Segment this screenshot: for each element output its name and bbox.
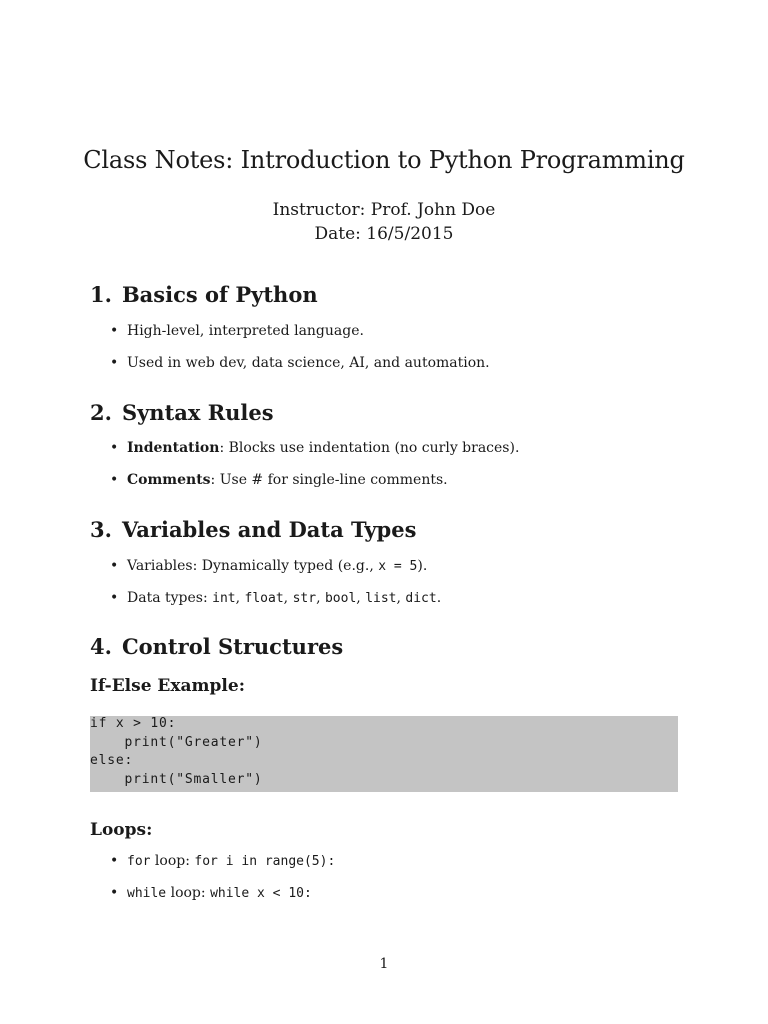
bullet-icon: •	[110, 323, 119, 339]
section-heading-syntax	[90, 400, 274, 425]
inline-code: while x < 10:	[210, 886, 312, 901]
code-line: print("Smaller")	[90, 772, 263, 787]
section-number: 3.	[90, 517, 112, 542]
bullet-text: Variables: Dynamically typed (e.g.,	[127, 558, 379, 574]
instructor-line: Instructor: Prof. John Doe	[272, 200, 496, 220]
bullet-text: Data types:	[127, 590, 213, 606]
bullet-icon: •	[110, 590, 119, 606]
inline-code-keyword: for	[127, 854, 151, 869]
list-item	[110, 472, 448, 488]
list-item	[110, 558, 427, 574]
bullet-text: .	[436, 590, 442, 606]
section-number: 4.	[90, 634, 112, 659]
bullet-text: loop:	[150, 853, 195, 869]
list-item	[110, 355, 490, 371]
bullet-text: Used in web dev, data science, AI, and automation.	[127, 355, 490, 371]
section-heading-basics	[90, 282, 318, 307]
list-item	[110, 590, 441, 606]
inline-code-type: bool	[324, 591, 357, 606]
bullet-text: High-level, interpreted language.	[127, 323, 364, 339]
section-title: Syntax Rules	[121, 400, 274, 425]
bullet-icon: •	[110, 885, 119, 901]
inline-code: for i in range(5):	[194, 854, 336, 869]
bullet-term: Comments	[127, 472, 211, 488]
inline-code-type: str	[292, 591, 317, 606]
inline-code-type: dict	[405, 591, 437, 606]
page-number: 1	[379, 956, 389, 972]
bullet-icon: •	[110, 355, 119, 371]
code-line: else:	[90, 753, 134, 768]
document-title: Class Notes: Introduction to Python Programming	[83, 146, 685, 174]
separator: ,	[356, 590, 366, 606]
code-line: print("Greater")	[90, 735, 263, 750]
section-heading-control	[90, 634, 343, 659]
bullet-text: loop:	[166, 885, 211, 901]
code-block	[90, 716, 678, 792]
date-line: Date: 16/5/2015	[314, 224, 454, 244]
code-line: if x > 10:	[90, 716, 177, 731]
list-item	[110, 885, 312, 901]
subsection-heading-if-else: If-Else Example:	[90, 676, 245, 696]
bullet-text: : Blocks use indentation (no curly braces).	[219, 440, 520, 456]
bullet-text: ).	[417, 558, 428, 574]
bullet-icon: •	[110, 853, 119, 869]
inline-code-type: float	[244, 591, 284, 606]
section-heading-variables	[90, 517, 416, 542]
section-title: Control Structures	[121, 634, 344, 659]
bullet-icon: •	[110, 472, 119, 488]
list-item	[110, 853, 335, 869]
separator: ,	[283, 590, 293, 606]
section-number: 1.	[90, 282, 112, 307]
subsection-heading-loops: Loops:	[90, 820, 153, 840]
bullet-icon: •	[110, 558, 119, 574]
separator: ,	[396, 590, 406, 606]
inline-code-type: list	[365, 591, 397, 606]
bullet-icon: •	[110, 440, 119, 456]
inline-code-type: int	[212, 591, 236, 606]
bullet-text: : Use # for single-line comments.	[210, 472, 448, 488]
section-title: Basics of Python	[121, 282, 318, 307]
separator: ,	[235, 590, 245, 606]
inline-code-keyword: while	[127, 886, 167, 901]
section-number: 2.	[90, 400, 112, 425]
list-item	[110, 323, 364, 339]
inline-code: x = 5	[378, 559, 418, 574]
separator: ,	[316, 590, 325, 606]
list-item	[110, 440, 519, 456]
bullet-term: Indentation	[127, 440, 220, 456]
section-title: Variables and Data Types	[121, 517, 417, 542]
